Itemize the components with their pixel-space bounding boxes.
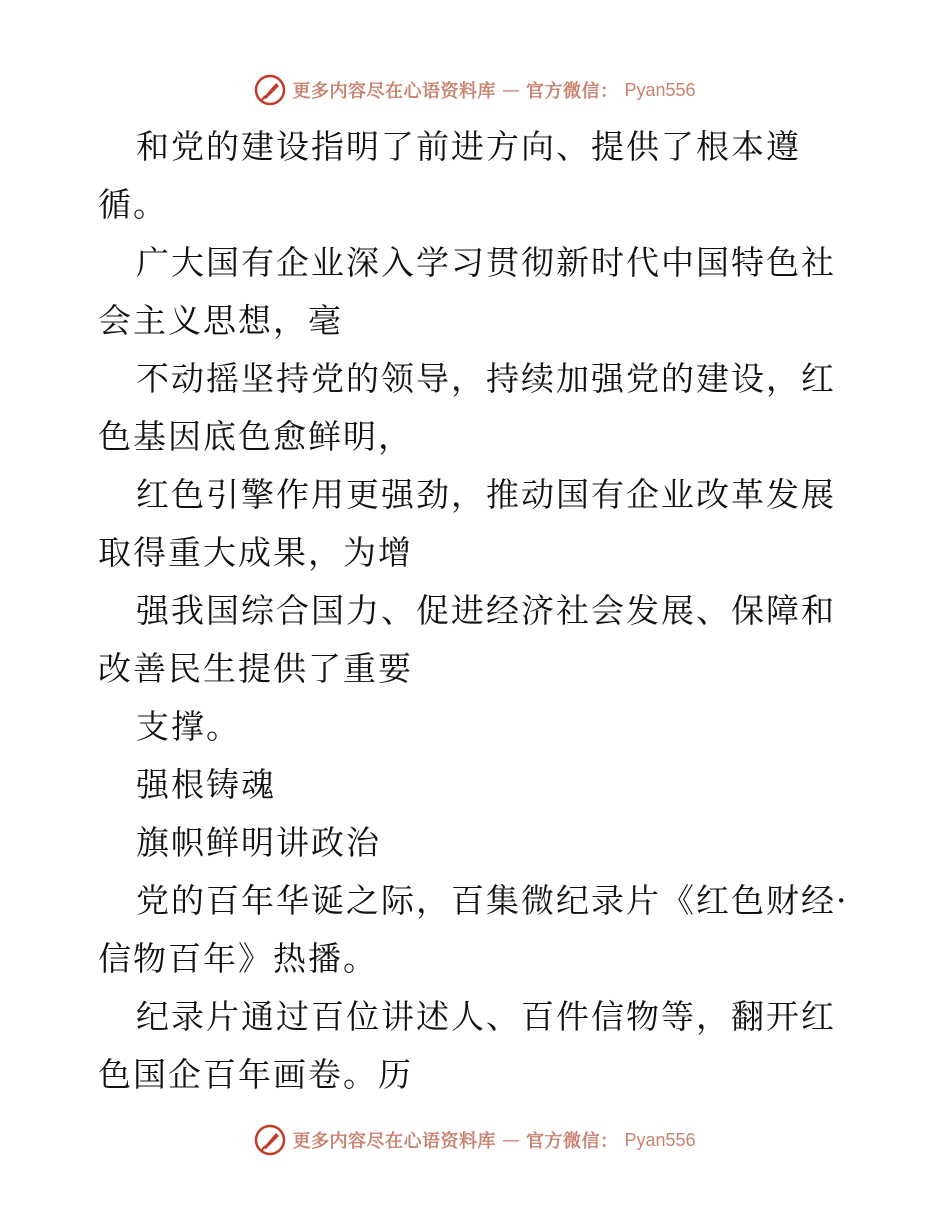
paragraph: 和党的建设指明了前进方向、提供了根本遵循。: [98, 127, 801, 224]
watermark-id: Pyan556: [624, 79, 696, 100]
paragraph: 党的百年华诞之际，百集微纪录片《红色财经·信物百年》热播。: [98, 881, 849, 978]
watermark-id: Pyan556: [624, 1129, 696, 1150]
paragraph: 纪录片通过百位讲述人、百件信物等，翻开红色国企百年画卷。历: [98, 997, 836, 1094]
watermark-text: 更多内容尽在心语资料库: [292, 81, 496, 102]
page-footer-watermark: [0, 1120, 950, 1160]
paragraph: 支撑。: [136, 707, 241, 746]
watermark-separator: —: [501, 79, 520, 101]
watermark-separator: —: [501, 1129, 520, 1151]
feather-pen-logo-icon: [254, 1124, 286, 1156]
paragraph: 强我国综合国力、促进经济社会发展、保障和改善民生提供了重要: [98, 591, 836, 688]
document-body: [98, 118, 858, 1104]
watermark-text: 更多内容尽在心语资料库: [292, 1131, 496, 1152]
paragraph: 不动摇坚持党的领导，持续加强党的建设，红色基因底色愈鲜明，: [98, 359, 836, 456]
section-heading: 强根铸魂: [136, 765, 276, 804]
page-header-watermark: [0, 70, 950, 110]
watermark-label: 官方微信：: [525, 81, 619, 102]
paragraph: 广大国有企业深入学习贯彻新时代中国特色社会主义思想，毫: [98, 243, 836, 340]
paragraph: 红色引擎作用更强劲，推动国有企业改革发展取得重大成果，为增: [98, 475, 836, 572]
feather-pen-logo-icon: [254, 74, 286, 106]
watermark-label: 官方微信：: [525, 1131, 619, 1152]
section-subheading: 旗帜鲜明讲政治: [136, 823, 381, 862]
